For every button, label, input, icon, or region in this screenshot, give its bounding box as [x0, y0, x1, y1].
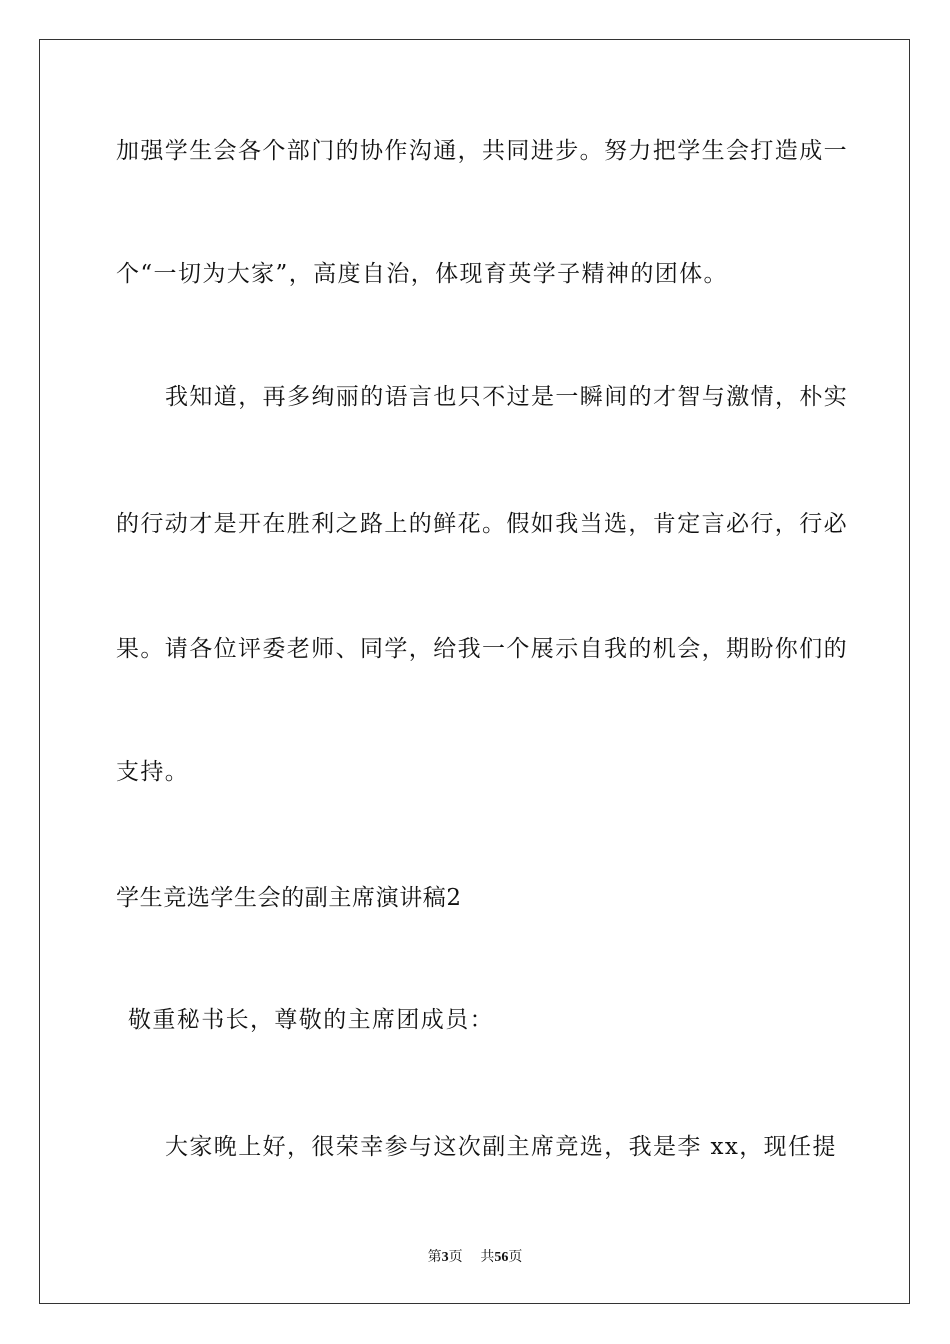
section-title: 学生竞选学生会的副主席演讲稿2 — [116, 885, 462, 911]
body-line-6: 支持。 — [116, 759, 190, 785]
total-suffix: 页 — [508, 1249, 523, 1265]
salutation: 敬重秘书长，尊敬的主席团成员： — [128, 1007, 494, 1033]
total-pages-number: 56 — [494, 1250, 509, 1265]
page-border — [39, 39, 910, 1304]
total-prefix: 共 — [480, 1249, 495, 1265]
current-page-number: 3 — [441, 1250, 449, 1265]
page-suffix: 页 — [448, 1249, 463, 1265]
page-prefix: 第 — [427, 1249, 442, 1265]
body-line-2: 个“一切为大家”，高度自治，体现育英学子精神的团体。 — [116, 261, 728, 287]
body-line-5: 果。请各位评委老师、同学，给我一个展示自我的机会，期盼你们的 — [116, 636, 848, 662]
opening-line: 大家晚上好，很荣幸参与这次副主席竞选，我是李 xx，现任提 — [165, 1134, 837, 1160]
page-footer — [0, 1248, 950, 1267]
body-line-4: 的行动才是开在胜利之路上的鲜花。假如我当选，肯定言必行，行必 — [116, 511, 848, 537]
body-line-1: 加强学生会各个部门的协作沟通，共同进步。努力把学生会打造成一 — [116, 138, 848, 164]
body-line-3: 我知道，再多绚丽的语言也只不过是一瞬间的才智与激情，朴实 — [165, 384, 849, 410]
